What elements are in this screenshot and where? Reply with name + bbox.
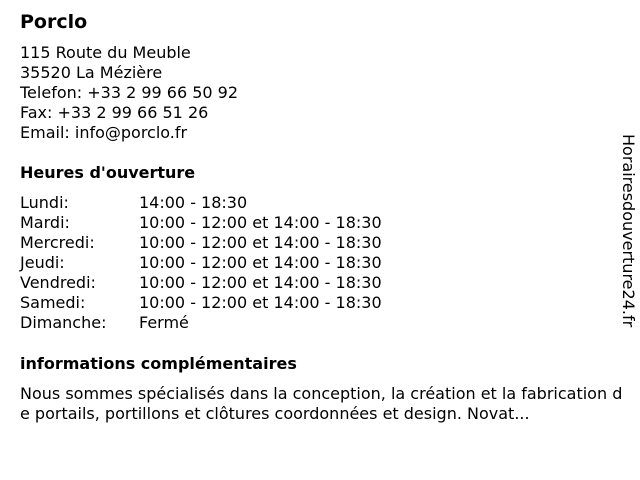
info-heading: informations complémentaires (20, 354, 297, 373)
business-name: Porclo (20, 11, 88, 33)
day-label: Samedi: (20, 293, 86, 312)
hours-row (20, 273, 382, 293)
info-description: Nous sommes spécialisés dans la conception, la création et la fabrication de portails, portillons et clôtures coordonnées et design. Novat... (20, 384, 623, 423)
watermark (618, 134, 638, 346)
day-label: Lundi: (20, 193, 69, 212)
day-label: Dimanche: (20, 313, 107, 332)
address-city: 35520 La Mézière (20, 63, 163, 82)
hours-table (20, 193, 382, 333)
hours-row (20, 233, 382, 253)
day-hours: 10:00 - 12:00 et 14:00 - 18:30 (139, 213, 382, 232)
address-street: 115 Route du Meuble (20, 43, 191, 62)
day-hours: Fermé (139, 313, 189, 332)
hours-row (20, 293, 382, 313)
email-line: Email: info@porclo.fr (20, 123, 188, 142)
day-label: Mercredi: (20, 233, 95, 252)
contact-block (20, 43, 238, 143)
day-hours: 10:00 - 12:00 et 14:00 - 18:30 (139, 233, 382, 252)
watermark-text: Horairesdouverture24.fr (619, 134, 638, 328)
hours-row (20, 193, 382, 213)
hours-row (20, 253, 382, 273)
hours-row (20, 313, 382, 333)
day-hours: 10:00 - 12:00 et 14:00 - 18:30 (139, 273, 382, 292)
fax-line: Fax: +33 2 99 66 51 26 (20, 103, 209, 122)
day-hours: 14:00 - 18:30 (139, 193, 248, 212)
phone-line: Telefon: +33 2 99 66 50 92 (20, 83, 239, 102)
day-label: Jeudi: (20, 253, 65, 272)
hours-heading: Heures d'ouverture (20, 163, 196, 182)
day-label: Vendredi: (20, 273, 96, 292)
hours-row (20, 213, 382, 233)
day-hours: 10:00 - 12:00 et 14:00 - 18:30 (139, 253, 382, 272)
day-hours: 10:00 - 12:00 et 14:00 - 18:30 (139, 293, 382, 312)
day-label: Mardi: (20, 213, 70, 232)
